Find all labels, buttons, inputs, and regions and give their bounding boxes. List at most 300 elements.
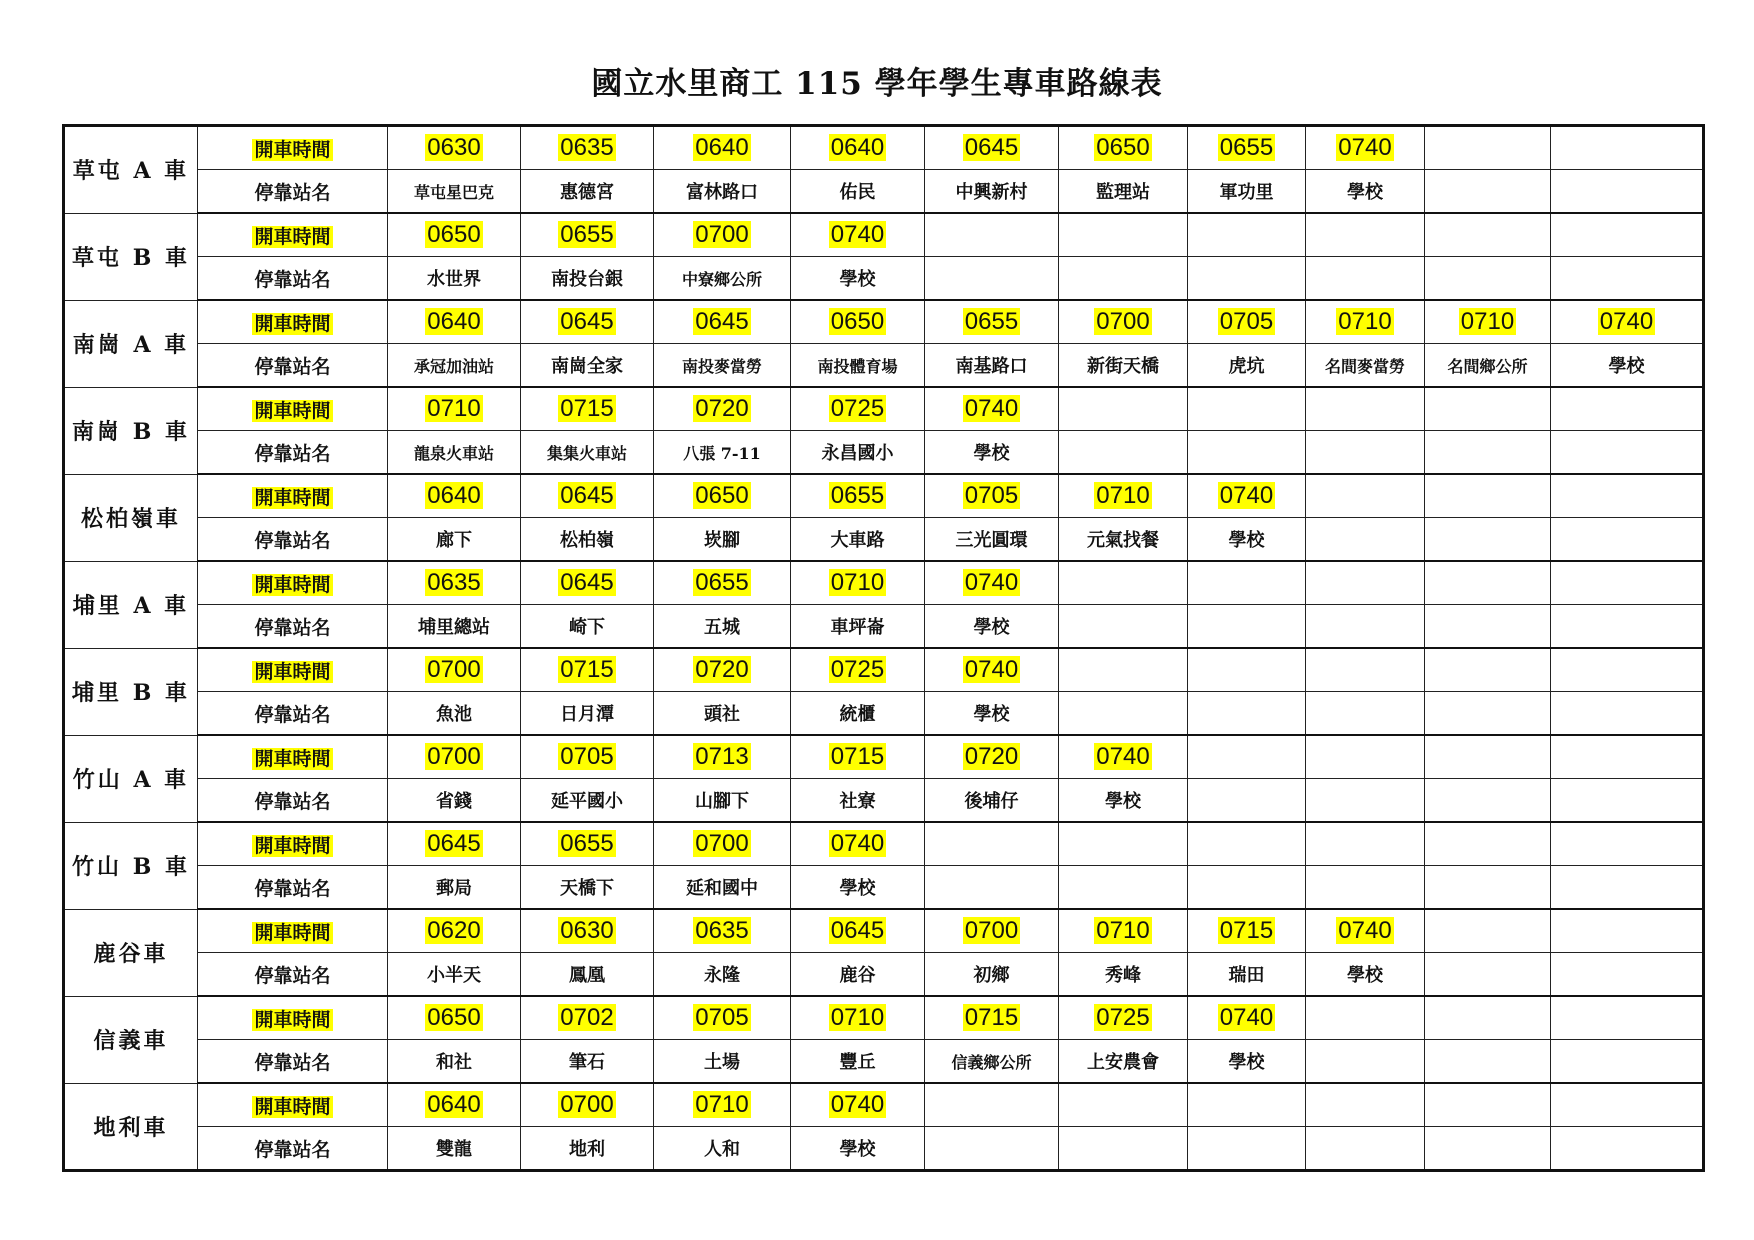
stop-name-cell: 上安農會 xyxy=(1059,1040,1188,1084)
departure-time-cell xyxy=(1306,909,1425,953)
departure-time: 0705 xyxy=(964,482,1019,509)
departure-time-cell xyxy=(388,996,521,1040)
stop-name-cell: 三光圓環 xyxy=(925,518,1059,562)
departure-time-cell xyxy=(1551,126,1704,170)
stop-name-cell xyxy=(1188,431,1306,475)
departure-time-cell xyxy=(925,1083,1059,1127)
departure-time: 0650 xyxy=(427,221,481,248)
stop-name-cell: 天橋下 xyxy=(521,866,654,910)
time-row-label-text: 開車時間 xyxy=(254,747,331,770)
departure-time-cell xyxy=(1425,126,1551,170)
stop-name-cell xyxy=(925,257,1059,301)
time-row-label xyxy=(198,1083,388,1127)
departure-time: 0635 xyxy=(695,917,749,944)
route-time-row xyxy=(64,474,1704,518)
stop-name-cell: 筆石 xyxy=(521,1040,654,1084)
departure-time-cell xyxy=(791,735,925,779)
departure-time: 0710 xyxy=(1096,917,1150,944)
departure-time: 0630 xyxy=(560,917,614,944)
stop-name-cell: 富林路口 xyxy=(654,170,791,214)
stop-name-cell: 南基路口 xyxy=(925,344,1059,388)
departure-time: 0715 xyxy=(560,395,614,422)
departure-time: 0645 xyxy=(830,917,885,944)
departure-time-cell xyxy=(1188,735,1306,779)
stop-name-cell: 中寮鄉公所 xyxy=(654,257,791,301)
stop-name-cell xyxy=(1059,605,1188,649)
stop-name-cell: 秀峰 xyxy=(1059,953,1188,997)
departure-time-cell xyxy=(388,474,521,518)
departure-time-cell xyxy=(1188,561,1306,605)
departure-time-cell xyxy=(1188,474,1306,518)
departure-time-cell xyxy=(1551,387,1704,431)
stop-name-cell: 學校 xyxy=(791,257,925,301)
departure-time-cell xyxy=(1306,387,1425,431)
departure-time-cell xyxy=(521,474,654,518)
stop-name-cell: 延平國小 xyxy=(521,779,654,823)
stop-name-cell: 雙龍 xyxy=(388,1127,521,1171)
departure-time-cell xyxy=(1188,387,1306,431)
stop-name-cell xyxy=(1306,431,1425,475)
departure-time: 0720 xyxy=(695,395,749,422)
departure-time: 0710 xyxy=(830,1004,885,1031)
departure-time-cell xyxy=(1059,126,1188,170)
stop-row-label: 停靠站名 xyxy=(198,605,388,649)
stop-name-cell xyxy=(1551,1127,1704,1171)
departure-time-cell xyxy=(1059,1083,1188,1127)
departure-time: 0710 xyxy=(1460,308,1515,335)
route-name: 竹山 B 車 xyxy=(64,822,198,909)
departure-time: 0655 xyxy=(695,569,749,596)
stop-name-cell: 虎坑 xyxy=(1188,344,1306,388)
stop-name-cell: 豐丘 xyxy=(791,1040,925,1084)
departure-time-cell xyxy=(521,561,654,605)
departure-time: 0713 xyxy=(695,743,749,770)
departure-time-cell xyxy=(925,909,1059,953)
departure-time: 0640 xyxy=(427,482,481,509)
departure-time: 0715 xyxy=(1219,917,1274,944)
stop-name-cell: 學校 xyxy=(1306,953,1425,997)
route-time-row xyxy=(64,648,1704,692)
route-time-row xyxy=(64,561,1704,605)
stop-name-cell xyxy=(1059,692,1188,736)
route-time-row xyxy=(64,909,1704,953)
route-time-row xyxy=(64,735,1704,779)
departure-time-cell xyxy=(1551,1083,1704,1127)
departure-time: 0740 xyxy=(1338,134,1392,161)
route-time-row xyxy=(64,126,1704,170)
departure-time-cell xyxy=(925,126,1059,170)
departure-time: 0655 xyxy=(964,308,1019,335)
time-row-label-text: 開車時間 xyxy=(254,312,331,335)
route-stop-row xyxy=(64,605,1704,649)
stop-name-cell: 郵局 xyxy=(388,866,521,910)
departure-time-cell xyxy=(1306,561,1425,605)
stop-name-cell xyxy=(925,1127,1059,1171)
time-row-label xyxy=(198,561,388,605)
departure-time-cell xyxy=(1551,735,1704,779)
departure-time: 0700 xyxy=(560,1091,614,1118)
time-row-label-text: 開車時間 xyxy=(254,1008,331,1031)
route-stop-row xyxy=(64,431,1704,475)
stop-name-cell xyxy=(1425,431,1551,475)
departure-time-cell xyxy=(1425,474,1551,518)
stop-name-cell: 省錢 xyxy=(388,779,521,823)
departure-time-cell xyxy=(1188,213,1306,257)
departure-time-cell xyxy=(1188,300,1306,344)
route-stop-row xyxy=(64,692,1704,736)
departure-time-cell xyxy=(1425,822,1551,866)
stop-name-cell: 車坪崙 xyxy=(791,605,925,649)
route-time-row xyxy=(64,1083,1704,1127)
stop-name-cell: 草屯星巴克 xyxy=(388,170,521,214)
route-time-row xyxy=(64,300,1704,344)
stop-name-cell: 鹿谷 xyxy=(791,953,925,997)
departure-time-cell xyxy=(1059,909,1188,953)
stop-name-cell: 學校 xyxy=(1306,170,1425,214)
time-row-label-text: 開車時間 xyxy=(254,660,331,683)
stop-name-cell: 永隆 xyxy=(654,953,791,997)
departure-time-cell xyxy=(1551,996,1704,1040)
departure-time: 0725 xyxy=(1096,1004,1150,1031)
departure-time-cell xyxy=(1059,735,1188,779)
time-row-label-text: 開車時間 xyxy=(254,399,331,422)
departure-time-cell xyxy=(654,300,791,344)
departure-time-cell xyxy=(1425,648,1551,692)
departure-time-cell xyxy=(1306,300,1425,344)
departure-time-cell xyxy=(388,909,521,953)
departure-time-cell xyxy=(1306,126,1425,170)
stop-name-cell: 佑民 xyxy=(791,170,925,214)
departure-time: 0650 xyxy=(427,1004,481,1031)
departure-time: 0725 xyxy=(830,395,885,422)
departure-time-cell xyxy=(791,126,925,170)
departure-time-cell xyxy=(654,735,791,779)
time-row-label xyxy=(198,474,388,518)
departure-time-cell xyxy=(1306,735,1425,779)
route-name: 草屯 A 車 xyxy=(64,126,198,214)
stop-name-cell: 後埔仔 xyxy=(925,779,1059,823)
stop-name-cell: 學校 xyxy=(791,1127,925,1171)
departure-time-cell xyxy=(1425,909,1551,953)
stop-name-cell: 崎下 xyxy=(521,605,654,649)
stop-name-cell: 名間鄉公所 xyxy=(1425,344,1551,388)
stop-row-label: 停靠站名 xyxy=(198,431,388,475)
departure-time: 0645 xyxy=(695,308,749,335)
departure-time: 0705 xyxy=(695,1004,749,1031)
stop-name-cell xyxy=(1425,779,1551,823)
departure-time-cell xyxy=(1551,561,1704,605)
route-name: 信義車 xyxy=(64,996,198,1083)
stop-name-cell xyxy=(1551,1040,1704,1084)
time-row-label-text: 開車時間 xyxy=(254,573,331,596)
departure-time: 0650 xyxy=(830,308,885,335)
stop-name-cell: 小半天 xyxy=(388,953,521,997)
stop-name-cell: 水世界 xyxy=(388,257,521,301)
stop-name-cell xyxy=(1425,605,1551,649)
stop-name-cell xyxy=(1306,257,1425,301)
stop-name-cell xyxy=(1551,257,1704,301)
stop-name-cell: 元氣找餐 xyxy=(1059,518,1188,562)
stop-name-cell: 崁腳 xyxy=(654,518,791,562)
stop-row-label: 停靠站名 xyxy=(198,866,388,910)
route-name: 埔里 B 車 xyxy=(64,648,198,735)
departure-time-cell xyxy=(791,648,925,692)
time-row-label xyxy=(198,648,388,692)
departure-time: 0620 xyxy=(427,917,481,944)
stop-name-cell xyxy=(1059,431,1188,475)
stop-name-cell: 永昌國小 xyxy=(791,431,925,475)
departure-time-cell xyxy=(1551,300,1704,344)
stop-row-label: 停靠站名 xyxy=(198,953,388,997)
departure-time-cell xyxy=(1306,474,1425,518)
departure-time-cell xyxy=(1306,213,1425,257)
departure-time-cell xyxy=(1188,648,1306,692)
stop-name-cell: 五城 xyxy=(654,605,791,649)
departure-time-cell xyxy=(1306,822,1425,866)
time-row-label-text: 開車時間 xyxy=(254,921,331,944)
departure-time-cell xyxy=(654,822,791,866)
route-stop-row xyxy=(64,953,1704,997)
departure-time-cell xyxy=(1059,648,1188,692)
departure-time-cell xyxy=(1059,822,1188,866)
route-name: 埔里 A 車 xyxy=(64,561,198,648)
stop-name-cell xyxy=(1551,605,1704,649)
stop-row-label: 停靠站名 xyxy=(198,170,388,214)
route-name: 南崗 B 車 xyxy=(64,387,198,474)
departure-time: 0710 xyxy=(830,569,885,596)
departure-time-cell xyxy=(1188,126,1306,170)
departure-time-cell xyxy=(1306,1083,1425,1127)
stop-name-cell xyxy=(1551,779,1704,823)
stop-name-cell: 山腳下 xyxy=(654,779,791,823)
departure-time: 0645 xyxy=(560,569,614,596)
route-stop-row xyxy=(64,344,1704,388)
stop-name-cell xyxy=(1425,518,1551,562)
departure-time-cell xyxy=(791,300,925,344)
stop-name-cell: 學校 xyxy=(925,605,1059,649)
departure-time: 0645 xyxy=(964,134,1019,161)
departure-time-cell xyxy=(1551,213,1704,257)
time-row-label xyxy=(198,822,388,866)
route-stop-row xyxy=(64,170,1704,214)
departure-time-cell xyxy=(791,1083,925,1127)
departure-time-cell xyxy=(1188,909,1306,953)
stop-name-cell: 土場 xyxy=(654,1040,791,1084)
stop-row-label: 停靠站名 xyxy=(198,1040,388,1084)
stop-name-cell: 名間麥當勞 xyxy=(1306,344,1425,388)
departure-time-cell xyxy=(1425,387,1551,431)
departure-time-cell xyxy=(521,822,654,866)
stop-name-cell: 頭社 xyxy=(654,692,791,736)
time-row-label xyxy=(198,300,388,344)
stop-row-label: 停靠站名 xyxy=(198,692,388,736)
departure-time: 0740 xyxy=(1219,482,1274,509)
stop-name-cell: 南崗全家 xyxy=(521,344,654,388)
departure-time: 0740 xyxy=(1096,743,1150,770)
stop-name-cell: 學校 xyxy=(1551,344,1704,388)
departure-time-cell xyxy=(1188,996,1306,1040)
departure-time: 0655 xyxy=(560,830,614,857)
departure-time-cell xyxy=(1425,996,1551,1040)
stop-name-cell xyxy=(1306,1127,1425,1171)
departure-time-cell xyxy=(925,561,1059,605)
stop-name-cell: 南投體育場 xyxy=(791,344,925,388)
stop-name-cell xyxy=(1188,605,1306,649)
departure-time-cell xyxy=(925,735,1059,779)
departure-time-cell xyxy=(521,648,654,692)
stop-name-cell: 魚池 xyxy=(388,692,521,736)
departure-time-cell xyxy=(925,996,1059,1040)
stop-name-cell xyxy=(1306,866,1425,910)
departure-time: 0710 xyxy=(427,395,481,422)
route-time-row xyxy=(64,213,1704,257)
departure-time-cell xyxy=(654,1083,791,1127)
departure-time-cell xyxy=(1059,213,1188,257)
departure-time: 0740 xyxy=(1338,917,1392,944)
stop-name-cell: 初鄉 xyxy=(925,953,1059,997)
stop-name-cell: 監理站 xyxy=(1059,170,1188,214)
departure-time: 0715 xyxy=(830,743,885,770)
departure-time: 0715 xyxy=(964,1004,1019,1031)
departure-time: 0740 xyxy=(964,395,1019,422)
stop-name-cell: 軍功里 xyxy=(1188,170,1306,214)
departure-time-cell xyxy=(388,213,521,257)
stop-name-cell: 學校 xyxy=(1188,1040,1306,1084)
departure-time-cell xyxy=(925,648,1059,692)
departure-time-cell xyxy=(791,561,925,605)
departure-time-cell xyxy=(791,474,925,518)
stop-name-cell: 信義鄉公所 xyxy=(925,1040,1059,1084)
stop-name-cell: 集集火車站 xyxy=(521,431,654,475)
departure-time-cell xyxy=(925,822,1059,866)
time-row-label-text: 開車時間 xyxy=(254,225,331,248)
departure-time-cell xyxy=(791,822,925,866)
departure-time-cell xyxy=(1551,474,1704,518)
route-name: 竹山 A 車 xyxy=(64,735,198,822)
departure-time: 0740 xyxy=(830,830,885,857)
stop-name-cell xyxy=(1059,866,1188,910)
departure-time-cell xyxy=(1306,648,1425,692)
departure-time-cell xyxy=(388,126,521,170)
stop-name-cell: 日月潭 xyxy=(521,692,654,736)
stop-name-cell: 龍泉火車站 xyxy=(388,431,521,475)
departure-time-cell xyxy=(521,213,654,257)
departure-time-cell xyxy=(388,822,521,866)
departure-time: 0710 xyxy=(695,1091,749,1118)
departure-time-cell xyxy=(925,300,1059,344)
stop-name-cell: 和社 xyxy=(388,1040,521,1084)
departure-time-cell xyxy=(654,561,791,605)
route-stop-row xyxy=(64,866,1704,910)
departure-time-cell xyxy=(1425,735,1551,779)
departure-time-cell xyxy=(1188,822,1306,866)
departure-time: 0740 xyxy=(830,221,885,248)
stop-name-cell: 惠德宮 xyxy=(521,170,654,214)
stop-name-cell xyxy=(1188,692,1306,736)
departure-time: 0740 xyxy=(964,656,1019,683)
departure-time: 0705 xyxy=(560,743,614,770)
departure-time-cell xyxy=(388,561,521,605)
route-time-row xyxy=(64,996,1704,1040)
stop-name-cell: 學校 xyxy=(1188,518,1306,562)
route-time-row xyxy=(64,387,1704,431)
departure-time-cell xyxy=(791,213,925,257)
departure-time-cell xyxy=(1425,300,1551,344)
departure-time: 0725 xyxy=(830,656,885,683)
route-name: 地利車 xyxy=(64,1083,198,1171)
departure-time: 0650 xyxy=(1096,134,1150,161)
stop-name-cell xyxy=(1551,518,1704,562)
departure-time: 0710 xyxy=(1338,308,1392,335)
departure-time: 0655 xyxy=(560,221,614,248)
departure-time: 0702 xyxy=(560,1004,614,1031)
stop-name-cell xyxy=(1306,692,1425,736)
departure-time-cell xyxy=(1059,474,1188,518)
stop-name-cell xyxy=(1059,257,1188,301)
departure-time-cell xyxy=(521,126,654,170)
departure-time: 0740 xyxy=(830,1091,885,1118)
stop-name-cell: 學校 xyxy=(925,692,1059,736)
stop-name-cell xyxy=(1306,1040,1425,1084)
route-stop-row xyxy=(64,257,1704,301)
stop-name-cell: 統櫃 xyxy=(791,692,925,736)
departure-time: 0650 xyxy=(695,482,749,509)
departure-time: 0640 xyxy=(427,1091,481,1118)
stop-name-cell: 學校 xyxy=(1059,779,1188,823)
departure-time-cell xyxy=(1551,909,1704,953)
stop-name-cell xyxy=(925,866,1059,910)
departure-time: 0705 xyxy=(1219,308,1274,335)
departure-time-cell xyxy=(388,735,521,779)
stop-name-cell: 鳳凰 xyxy=(521,953,654,997)
route-stop-row xyxy=(64,1127,1704,1171)
stop-name-cell xyxy=(1551,866,1704,910)
stop-name-cell: 松柏嶺 xyxy=(521,518,654,562)
stop-name-cell xyxy=(1551,953,1704,997)
departure-time: 0655 xyxy=(830,482,885,509)
time-row-label xyxy=(198,387,388,431)
departure-time-cell xyxy=(654,909,791,953)
time-row-label xyxy=(198,735,388,779)
departure-time-cell xyxy=(521,300,654,344)
route-name: 鹿谷車 xyxy=(64,909,198,996)
departure-time: 0720 xyxy=(695,656,749,683)
stop-name-cell: 學校 xyxy=(925,431,1059,475)
departure-time-cell xyxy=(388,1083,521,1127)
departure-time-cell xyxy=(1425,213,1551,257)
stop-name-cell: 延和國中 xyxy=(654,866,791,910)
stop-name-cell: 中興新村 xyxy=(925,170,1059,214)
departure-time-cell xyxy=(1059,300,1188,344)
stop-name-cell xyxy=(1306,605,1425,649)
departure-time-cell xyxy=(1188,1083,1306,1127)
departure-time-cell xyxy=(388,387,521,431)
departure-time-cell xyxy=(791,387,925,431)
departure-time-cell xyxy=(925,213,1059,257)
departure-time-cell xyxy=(1425,1083,1551,1127)
departure-time-cell xyxy=(1306,996,1425,1040)
page-title: 國立水里商工 115 學年學生專車路線表 xyxy=(591,66,1163,102)
departure-time: 0640 xyxy=(427,308,481,335)
stop-name-cell xyxy=(1188,866,1306,910)
stop-name-cell xyxy=(1425,1040,1551,1084)
stop-name-cell: 八張 7-11 xyxy=(654,431,791,475)
departure-time-cell xyxy=(388,648,521,692)
stop-name-cell xyxy=(1059,1127,1188,1171)
departure-time: 0630 xyxy=(427,134,481,161)
departure-time-cell xyxy=(654,474,791,518)
departure-time: 0700 xyxy=(427,743,481,770)
